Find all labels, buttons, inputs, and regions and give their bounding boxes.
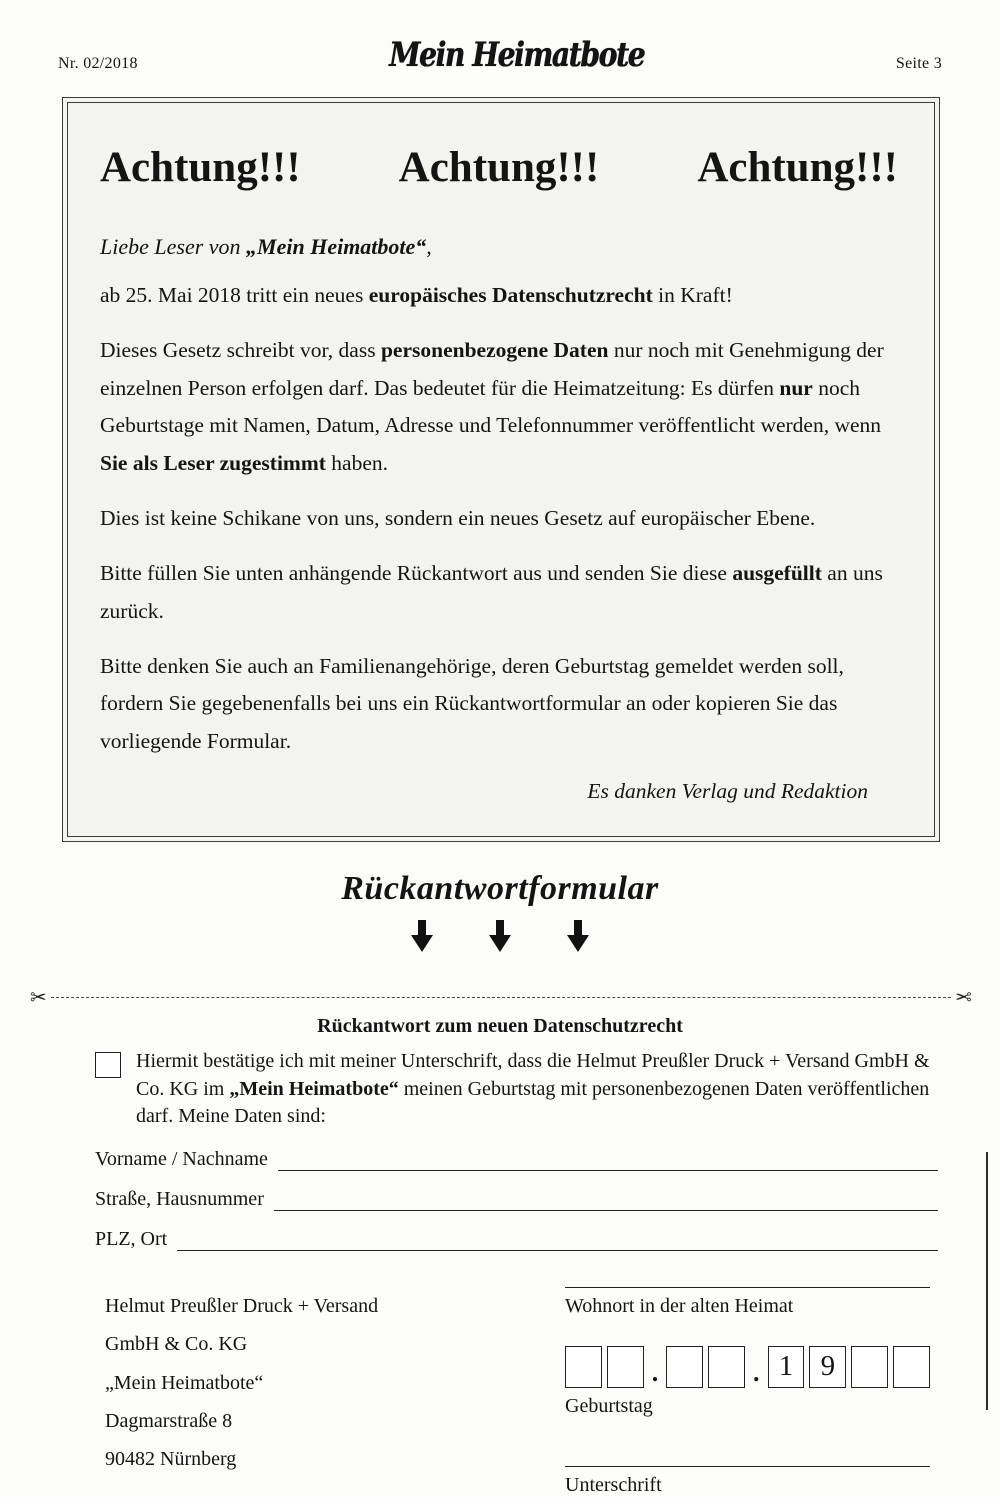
- paragraph-4: Bitte füllen Sie unten anhängende Rückantwort aus und senden Sie diese ausgefüllt an uns zurück.: [100, 560, 883, 623]
- reply-form-title: Rückantwortformular: [341, 870, 659, 908]
- closing-credit: Es danken Verlag und Redaktion: [587, 779, 868, 804]
- birthdate-box[interactable]: [666, 1346, 703, 1388]
- scan-edge-artifact: [986, 1152, 988, 1410]
- down-arrow-icon: [487, 920, 513, 953]
- address-line: Dagmarstraße 8: [105, 1410, 233, 1433]
- city-input-line[interactable]: [177, 1233, 938, 1251]
- scissors-icon: ✂: [30, 985, 47, 1010]
- notice-title-row: [100, 143, 898, 192]
- birthdate-box-prefilled: 9: [809, 1346, 846, 1388]
- birthdate-box[interactable]: [565, 1346, 602, 1388]
- notice-title-3: Achtung!!!: [697, 144, 898, 191]
- page-number: Seite 3: [895, 55, 942, 72]
- birthdate-box[interactable]: [893, 1346, 930, 1388]
- publisher-address: [105, 1287, 378, 1497]
- address-line: GmbH & Co. KG: [105, 1333, 248, 1356]
- birthdate-box[interactable]: [607, 1346, 644, 1388]
- masthead-logo: Mein Heimatbote: [389, 35, 645, 76]
- paragraph-2: Dieses Gesetz schreibt vor, dass personenbezogene Daten nur noch mit Genehmigung der einzelnen Person erfolgen darf. Das bedeutet für die Heimatzeitung: Es dürfen nur noch Geburtstage mit Namen, Datum, Adresse und Telefonnummer veröffentlicht werden, wenn Sie als Leser zugestimmt haben.: [100, 337, 884, 476]
- form-section-title: Rückantwort zum neuen Datenschutzrecht: [317, 1015, 683, 1038]
- consent-checkbox[interactable]: [95, 1052, 121, 1078]
- notice-title-1: Achtung!!!: [100, 144, 301, 191]
- paragraph-3: Dies ist keine Schikane von uns, sondern ein neues Gesetz auf europäischer Ebene.: [100, 506, 816, 531]
- signature-label: Unterschrift: [565, 1473, 662, 1496]
- street-input-line[interactable]: [274, 1193, 938, 1211]
- notice-box: [62, 97, 940, 842]
- paragraph-5: Bitte denken Sie auch an Familienangehörige, deren Geburtstag gemeldet werden soll, fordern Sie gegebenenfalls bei uns ein Rückantwortformular an oder kopieren Sie das vorliegende Formular.: [100, 653, 844, 754]
- down-arrow-icon: [565, 920, 591, 953]
- page-header: [0, 0, 1000, 76]
- scissors-icon: ✂: [955, 985, 972, 1010]
- address-line: 90482 Nürnberg: [105, 1448, 237, 1471]
- issue-number: Nr. 02/2018: [58, 55, 138, 72]
- field-row-city: [95, 1228, 938, 1251]
- notice-box-inner: [67, 102, 935, 837]
- field-label-city: PLZ, Ort: [95, 1227, 168, 1250]
- field-label-street: Straße, Hausnummer: [95, 1187, 264, 1210]
- address-line: „Mein Heimatbote“: [105, 1371, 264, 1394]
- birthdate-boxes: [565, 1346, 930, 1388]
- address-line: Helmut Preußler Druck + Versand: [105, 1294, 379, 1317]
- hometown-label: Wohnort in der alten Heimat: [565, 1294, 794, 1317]
- dashed-cut-rule: [51, 997, 951, 998]
- birthdate-label: Geburtstag: [565, 1394, 653, 1417]
- signature-input-line[interactable]: [565, 1466, 930, 1467]
- name-input-line[interactable]: [278, 1153, 938, 1171]
- field-row-street: [95, 1188, 938, 1211]
- field-row-name: [95, 1148, 938, 1171]
- field-label-name: Vorname / Nachname: [95, 1147, 268, 1170]
- notice-title-2: Achtung!!!: [398, 144, 600, 191]
- form-bottom: [105, 1287, 930, 1497]
- birthdate-separator: .: [651, 1358, 659, 1388]
- paragraph-1: ab 25. Mai 2018 tritt ein neues europäisches Datenschutzrecht in Kraft!: [100, 283, 733, 307]
- down-arrows: [0, 920, 1000, 953]
- right-column: [565, 1287, 930, 1497]
- birthdate-box[interactable]: [851, 1346, 888, 1388]
- birthdate-separator: .: [753, 1358, 760, 1388]
- birthdate-box[interactable]: [708, 1346, 745, 1388]
- cut-line: [30, 985, 972, 1010]
- consent-text: Hiermit bestätige ich mit meiner Unterschrift, dass die Helmut Preußler Druck + Versand GmbH & Co. KG im „Mein Heimatbote“ meinen Geburtstag mit personenbezogenen Daten veröffentlichen darf. Meine Daten sind:: [136, 1050, 930, 1128]
- salutation: Liebe Leser von „Mein Heimatbote“,: [100, 234, 432, 259]
- birthdate-box-prefilled: 1: [768, 1346, 805, 1388]
- down-arrow-icon: [409, 920, 435, 953]
- consent-row: [95, 1048, 938, 1131]
- hometown-input-line[interactable]: [565, 1287, 930, 1288]
